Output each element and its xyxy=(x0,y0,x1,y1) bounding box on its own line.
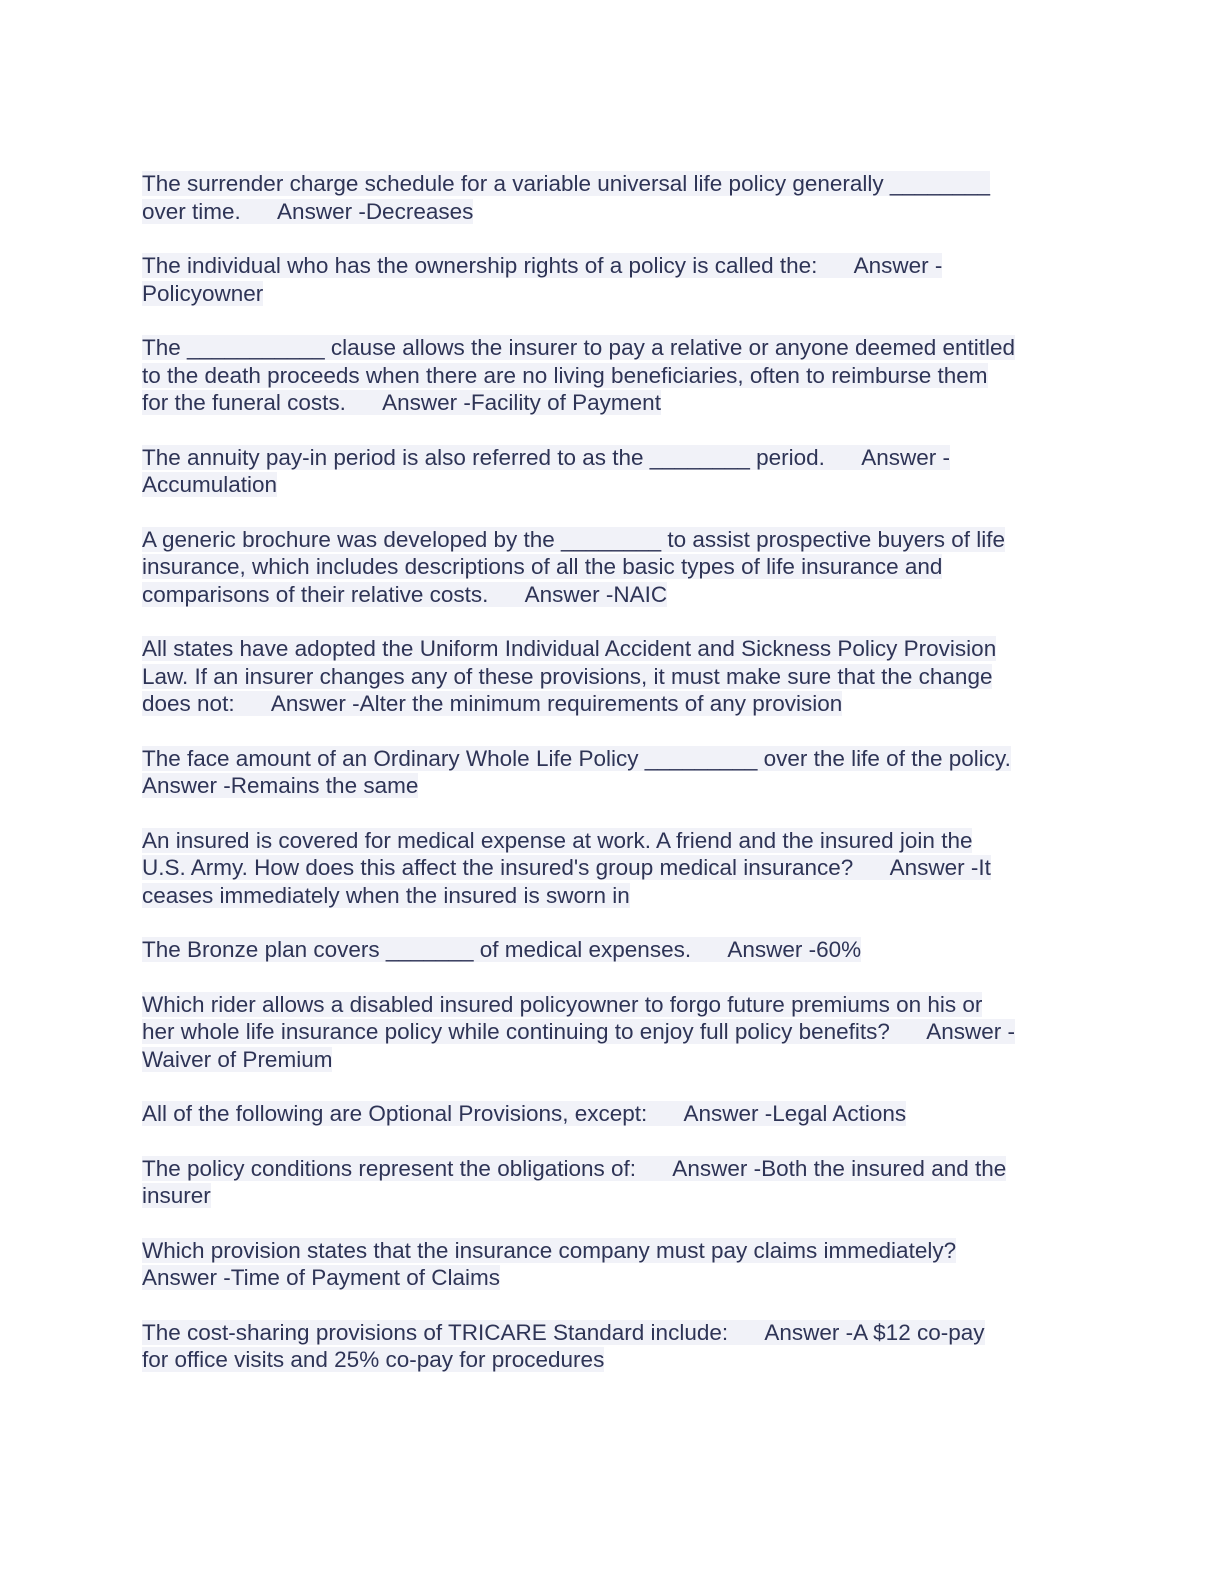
qa-line: her whole life insurance policy while continuing to enjoy full policy benefits? Answer - xyxy=(142,1019,1015,1044)
qa-line: does not: Answer -Alter the minimum requirements of any provision xyxy=(142,691,843,716)
qa-line: for office visits and 25% co-pay for procedures xyxy=(142,1347,605,1372)
qa-line: All of the following are Optional Provisions, except: Answer -Legal Actions xyxy=(142,1101,907,1126)
qa-line: All states have adopted the Uniform Individual Accident and Sickness Policy Provision xyxy=(142,636,997,661)
qa-line: The policy conditions represent the obligations of: Answer -Both the insured and the xyxy=(142,1155,1007,1181)
qa-line: The Bronze plan covers _______ of medical expenses. Answer -60% xyxy=(142,937,862,962)
qa-item xyxy=(142,1155,1072,1210)
qa-line: for the funeral costs. Answer -Facility of Payment xyxy=(142,390,661,415)
qa-item xyxy=(142,1100,1072,1128)
qa-line: Which provision states that the insurance company must pay claims immediately? xyxy=(142,1237,957,1263)
qa-line: A generic brochure was developed by the ________ to assist prospective buyers of life xyxy=(142,526,1006,552)
qa-line: over time. Answer -Decreases xyxy=(142,198,474,224)
qa-item xyxy=(142,444,1072,499)
qa-line: Law. If an insurer changes any of these provisions, it must make sure that the change xyxy=(142,663,993,689)
qa-item xyxy=(142,334,1072,417)
qa-line: Answer -Time of Payment of Claims xyxy=(142,1265,501,1290)
qa-item xyxy=(142,1237,1072,1292)
qa-item xyxy=(142,827,1072,910)
qa-line: Policyowner xyxy=(142,280,264,306)
qa-line: The ___________ clause allows the insurer to pay a relative or anyone deemed entitled xyxy=(142,335,1016,360)
question-answer-list xyxy=(142,170,1072,1401)
qa-line: U.S. Army. How does this affect the insured's group medical insurance? Answer -It xyxy=(142,855,991,880)
qa-line: insurance, which includes descriptions of all the basic types of life insurance and xyxy=(142,554,943,579)
qa-item xyxy=(142,745,1072,800)
qa-item xyxy=(142,1319,1072,1374)
qa-line: insurer xyxy=(142,1183,211,1208)
qa-line: Waiver of Premium xyxy=(142,1046,333,1072)
qa-line: ceases immediately when the insured is sworn in xyxy=(142,882,630,908)
qa-line: The face amount of an Ordinary Whole Life Policy _________ over the life of the policy. xyxy=(142,745,1011,771)
qa-line: The individual who has the ownership rights of a policy is called the: Answer - xyxy=(142,253,943,278)
qa-item xyxy=(142,635,1072,718)
qa-item xyxy=(142,936,1072,964)
qa-item xyxy=(142,526,1072,609)
qa-line: Accumulation xyxy=(142,472,278,497)
qa-line: comparisons of their relative costs. Answer -NAIC xyxy=(142,581,668,607)
qa-line: Which rider allows a disabled insured policyowner to forgo future premiums on his or xyxy=(142,991,983,1017)
qa-item xyxy=(142,170,1072,225)
qa-line: The surrender charge schedule for a variable universal life policy generally ________ xyxy=(142,171,991,196)
qa-line: The cost-sharing provisions of TRICARE Standard include: Answer -A $12 co-pay xyxy=(142,1319,985,1345)
qa-item xyxy=(142,252,1072,307)
qa-line: An insured is covered for medical expense at work. A friend and the insured join the xyxy=(142,827,973,853)
qa-item xyxy=(142,991,1072,1074)
qa-line: to the death proceeds when there are no living beneficiaries, often to reimburse them xyxy=(142,362,988,388)
qa-line: Answer -Remains the same xyxy=(142,773,419,798)
qa-line: The annuity pay-in period is also referred to as the ________ period. Answer - xyxy=(142,444,950,470)
